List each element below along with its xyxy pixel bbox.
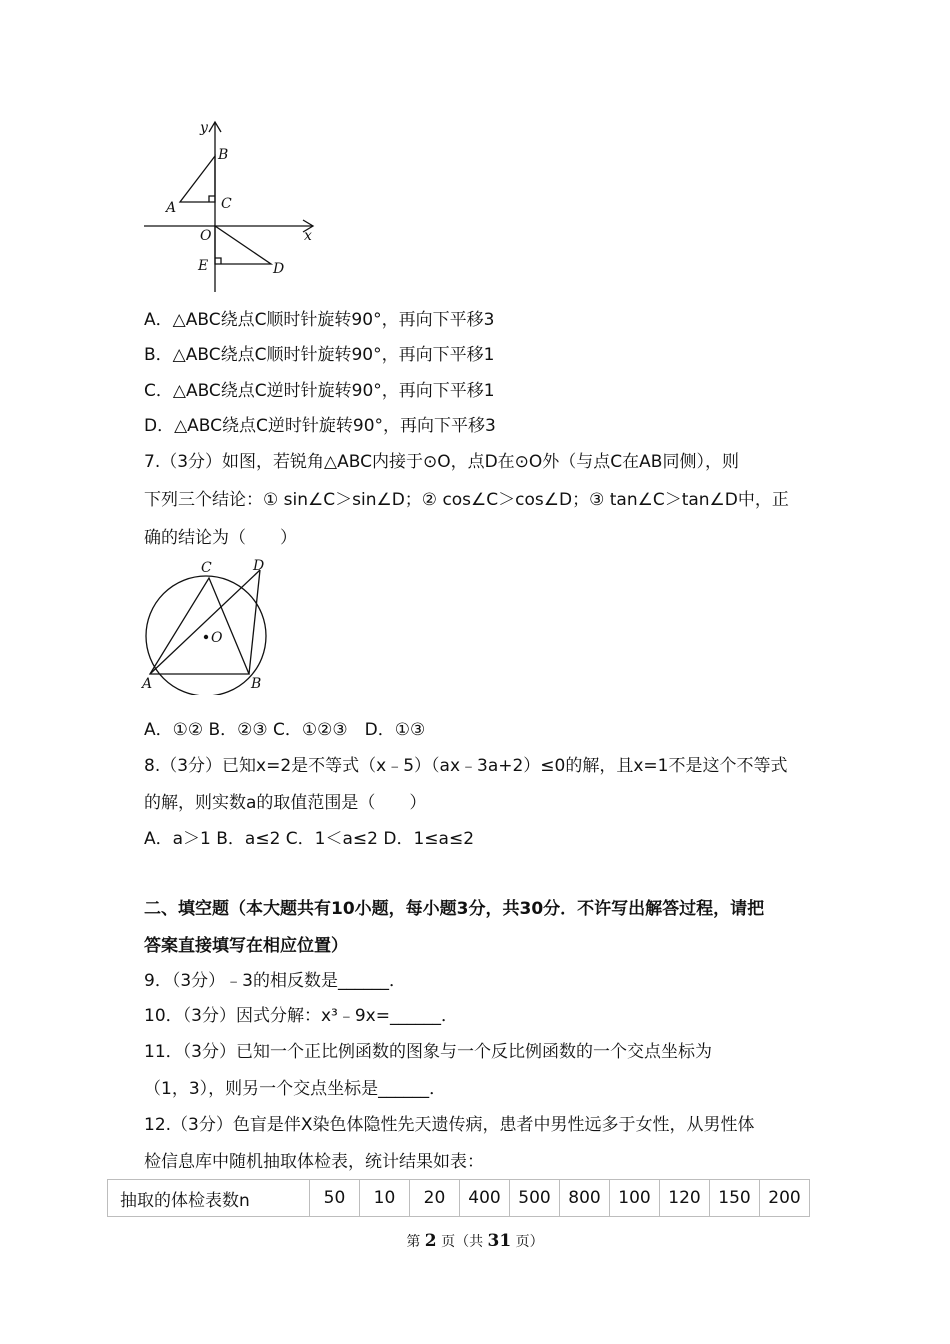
page-footer bbox=[0, 1231, 950, 1251]
q6-option-c: C．△ABC绕点C逆时针旋转90°，再向下平移1 bbox=[144, 381, 495, 401]
table-cell: 100 bbox=[610, 1180, 660, 1217]
stats-table bbox=[107, 1179, 810, 1217]
table-cell: 200 bbox=[760, 1180, 810, 1217]
table-cell: 50 bbox=[310, 1180, 360, 1217]
label-c: C bbox=[201, 560, 212, 576]
right-angle-e bbox=[215, 258, 221, 264]
section2-heading-1: 二、填空题（本大题共有10小题，每小题3分，共30分．不许写出解答过程，请把 bbox=[144, 899, 765, 919]
table-cell: 120 bbox=[660, 1180, 710, 1217]
q11-line-2: （1，3），则另一个交点坐标是______． bbox=[144, 1079, 447, 1099]
triangle-abc bbox=[180, 156, 215, 202]
q7-line-2: 下列三个结论：① sin∠C＞sin∠D；② cos∠C＞cos∠D；③ tan∠C＞tan∠D中，正 bbox=[144, 490, 789, 510]
q12-line-1: 12.（3分）色盲是伴X染色体隐性先天遗传病，患者中男性远多于女性，从男性体 bbox=[144, 1115, 755, 1135]
table-cell: 150 bbox=[710, 1180, 760, 1217]
label-y: y bbox=[200, 120, 208, 136]
label-a: A bbox=[166, 200, 177, 216]
q9: 9．（3分）﹣3的相反数是______． bbox=[144, 971, 406, 991]
label-b: B bbox=[218, 147, 229, 163]
footer-suffix: 页） bbox=[515, 1234, 544, 1250]
table-cell: 10 bbox=[360, 1180, 410, 1217]
q7-options: A．①② B．②③ C．①②③ D．①③ bbox=[144, 720, 426, 740]
footer-mid: 页（共 bbox=[441, 1234, 484, 1250]
footer-page-number: 2 bbox=[424, 1231, 437, 1251]
q6-option-d: D．△ABC绕点C逆时针旋转90°，再向下平移3 bbox=[144, 416, 496, 436]
q6-option-b: B．△ABC绕点C顺时针旋转90°，再向下平移1 bbox=[144, 345, 495, 365]
q8-line-1: 8.（3分）已知x=2是不等式（x﹣5）（ax﹣3a+2）≤0的解，且x=1不是这个不等式 bbox=[144, 756, 788, 776]
q11-line-1: 11．（3分）已知一个正比例函数的图象与一个反比例函数的一个交点坐标为 bbox=[144, 1042, 712, 1062]
label-o: O bbox=[211, 630, 223, 646]
label-a: A bbox=[142, 676, 153, 692]
q8-options: A．a＞1 B．a≤2 C．1＜a≤2 D．1≤a≤2 bbox=[144, 829, 475, 849]
coordinate-figure bbox=[138, 112, 328, 297]
table-cell: 500 bbox=[510, 1180, 560, 1217]
segment-bd bbox=[249, 570, 260, 674]
footer-total-pages: 31 bbox=[487, 1231, 512, 1251]
section2-heading-2: 答案直接填写在相应位置） bbox=[144, 936, 348, 956]
label-e: E bbox=[198, 258, 209, 274]
table-cell: 20 bbox=[410, 1180, 460, 1217]
footer-prefix: 第 bbox=[406, 1234, 421, 1250]
label-d: D bbox=[253, 558, 265, 574]
label-d: D bbox=[273, 261, 285, 277]
q12-line-2: 检信息库中随机抽取体检表，统计结果如表： bbox=[144, 1152, 484, 1172]
table-row bbox=[108, 1180, 810, 1217]
q6-option-a: A．△ABC绕点C顺时针旋转90°，再向下平移3 bbox=[144, 310, 495, 330]
table-cell: 800 bbox=[560, 1180, 610, 1217]
table-cell: 400 bbox=[460, 1180, 510, 1217]
q7-line-3: 确的结论为（ ） bbox=[144, 528, 297, 548]
label-x: x bbox=[304, 228, 312, 244]
triangle-ode bbox=[215, 226, 271, 264]
circle-figure bbox=[138, 555, 278, 695]
q10: 10．（3分）因式分解：x³﹣9x=______． bbox=[144, 1006, 458, 1026]
label-c: C bbox=[221, 196, 232, 212]
right-angle-c bbox=[209, 196, 215, 202]
q7-line-1: 7.（3分）如图，若锐角△ABC内接于⊙O，点D在⊙O外（与点C在AB同侧），则 bbox=[144, 452, 739, 472]
label-o: O bbox=[200, 228, 212, 244]
label-b: B bbox=[251, 676, 262, 692]
q8-line-2: 的解，则实数a的取值范围是（ ） bbox=[144, 793, 427, 813]
table-header-cell: 抽取的体检表数n bbox=[108, 1180, 310, 1217]
center-point bbox=[204, 635, 208, 639]
